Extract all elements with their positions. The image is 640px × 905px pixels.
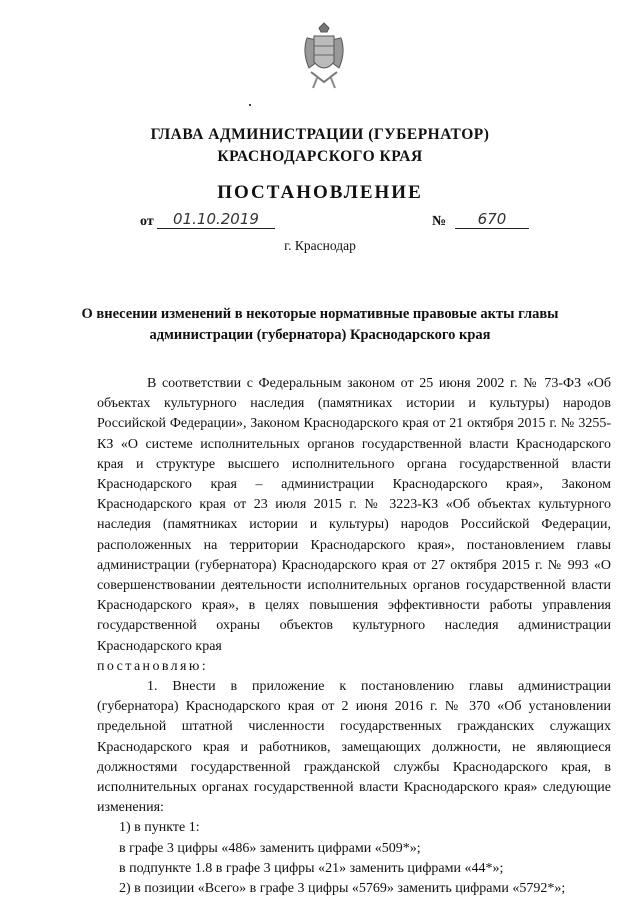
scan-speck xyxy=(249,104,251,106)
org-title-line2: КРАСНОДАРСКОГО КРАЯ xyxy=(217,148,423,165)
item-1-paragraph: 1. Внести в приложение к постановлению главы администрации (губернатора) Краснодарского края от 2 июня 2016 г. № 370 «Об установлении предельной штатной численности государственных гражданских служащих Краснодарского края и работников, замещающих должности, не являющиеся должностями государственной гражданской службы Краснодарского края, в исполнительных органах государственной власти Краснодарского края» следующие изменения: xyxy=(97,679,611,816)
subitem-2: 2) в позиции «Всего» в графе 3 цифры «5769» заменить цифрами «5792*»; xyxy=(119,881,566,897)
subitem-1: 1) в пункте 1: xyxy=(119,820,200,836)
document-body xyxy=(97,374,611,899)
city: г. Краснодар xyxy=(284,238,356,253)
subitem-1-b: в подпункте 1.8 в графе 3 цифры «21» заменить цифрами «44*»; xyxy=(119,860,504,876)
decree-word: постановляю: xyxy=(97,658,209,674)
date-value: 01.10.2019 xyxy=(157,210,275,229)
number-label: № xyxy=(432,214,447,229)
number-value: 670 xyxy=(455,210,529,229)
subitem-1-a: в графе 3 цифры «486» заменить цифрами «509*»; xyxy=(119,840,421,856)
coat-of-arms-emblem xyxy=(299,22,349,92)
document-subject: О внесении изменений в некоторые нормативные правовые акты главы администрации (губернатора) Краснодарского края xyxy=(81,306,559,343)
preamble-paragraph: В соответствии с Федеральным законом от 25 июня 2002 г. № 73-ФЗ «Об объектах культурного наследия (памятниках истории и культуры) народов Российской Федерации», Законом Краснодарского края от 21 октября 2015 г. № 3255-КЗ «О системе исполнительных органов государственной власти Краснодарского края и структуре высшего исполнительного органа государственной власти Краснодарского края – администрации Краснодарского края», Законом Краснодарского края от 23 июля 2015 г. № 3223-КЗ «Об объектах культурного наследия (памятниках истории и культуры) народов Российской Федерации, расположенных на территории Краснодарского края», постановлением главы администрации (губернатора) Краснодарского края от 27 октября 2015 г. № 993 «О совершенствовании деятельности исполнительных органов государственной власти Краснодарского края», в целях повышения эффективности работы управления государственной охраны объектов культурного наследия администрации Краснодарского края xyxy=(97,376,611,654)
document-type: ПОСТАНОВЛЕНИЕ xyxy=(217,182,423,203)
date-label: от xyxy=(140,214,154,229)
org-title-line1: ГЛАВА АДМИНИСТРАЦИИ (ГУБЕРНАТОР) xyxy=(150,126,490,143)
